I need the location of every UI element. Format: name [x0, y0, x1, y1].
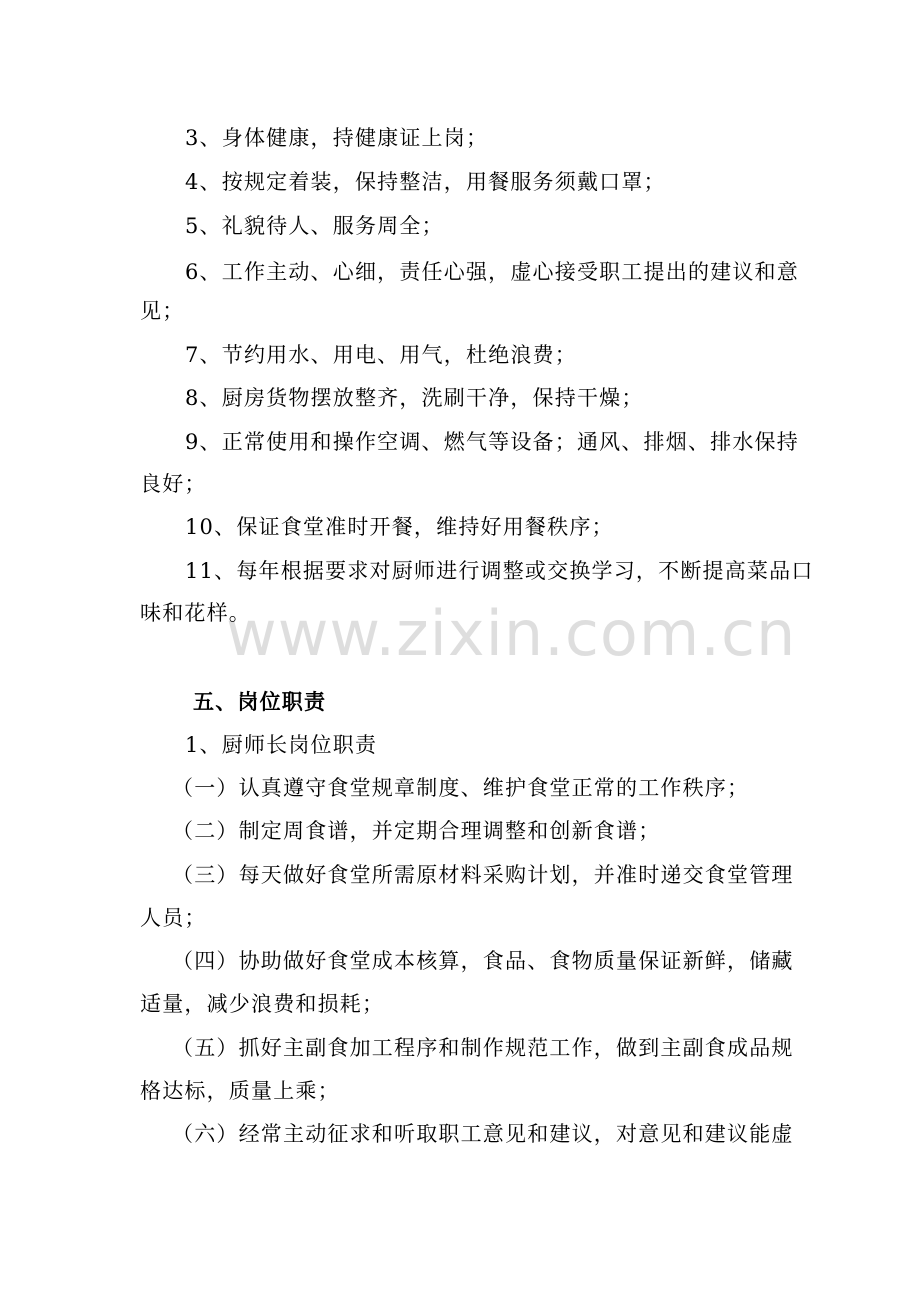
paragraph-line: 10、保证食堂准时开餐，维持好用餐秩序； — [185, 515, 614, 539]
paragraph-line: 11、每年根据要求对厨师进行调整或交换学习，不断提高菜品口 — [185, 559, 814, 583]
paragraph-line: （三）每天做好食堂所需原材料采购计划，并准时递交食堂管理 — [172, 863, 794, 887]
paragraph-line: 1、厨师长岗位职责 — [185, 733, 378, 757]
paragraph-line: 3、身体健康，持健康证上岗； — [185, 126, 489, 150]
paragraph-line: 9、正常使用和操作空调、燃气等设备；通风、排烟、排水保持 — [185, 430, 799, 454]
watermark-text: www.zixin.com.cn — [226, 597, 797, 670]
section-heading: 五、岗位职责 — [193, 689, 327, 714]
paragraph-line: 见； — [140, 299, 185, 323]
paragraph-line: （一）认真遵守食堂规章制度、维护食堂正常的工作秩序； — [172, 776, 750, 800]
paragraph-line: 良好； — [140, 472, 207, 496]
paragraph-line: 格达标，质量上乘； — [140, 1079, 340, 1103]
paragraph-line: 5、礼貌待人、服务周全； — [185, 214, 444, 238]
paragraph-line: （四）协助做好食堂成本核算，食品、食物质量保证新鲜，储藏 — [172, 949, 794, 973]
paragraph-line: 人员； — [140, 906, 207, 930]
paragraph-line: 4、按规定着装，保持整洁，用餐服务须戴口罩； — [185, 170, 666, 194]
paragraph-line: （二）制定周食谱，并定期合理调整和创新食谱； — [172, 819, 661, 843]
paragraph-line: 7、节约用水、用电、用气，杜绝浪费； — [185, 343, 577, 367]
paragraph-line: 适量，减少浪费和损耗； — [140, 992, 385, 1016]
paragraph-line: （六）经常主动征求和听取职工意见和建议，对意见和建议能虚 — [172, 1122, 794, 1146]
paragraph-line: 8、厨房货物摆放整齐，洗刷干净，保持干燥； — [185, 386, 644, 410]
paragraph-line: 6、工作主动、心细，责任心强，虚心接受职工提出的建议和意 — [185, 260, 799, 284]
paragraph-line: （五）抓好主副食加工程序和制作规范工作，做到主副食成品规 — [172, 1036, 794, 1060]
paragraph-line: 味和花样。 — [140, 601, 251, 625]
